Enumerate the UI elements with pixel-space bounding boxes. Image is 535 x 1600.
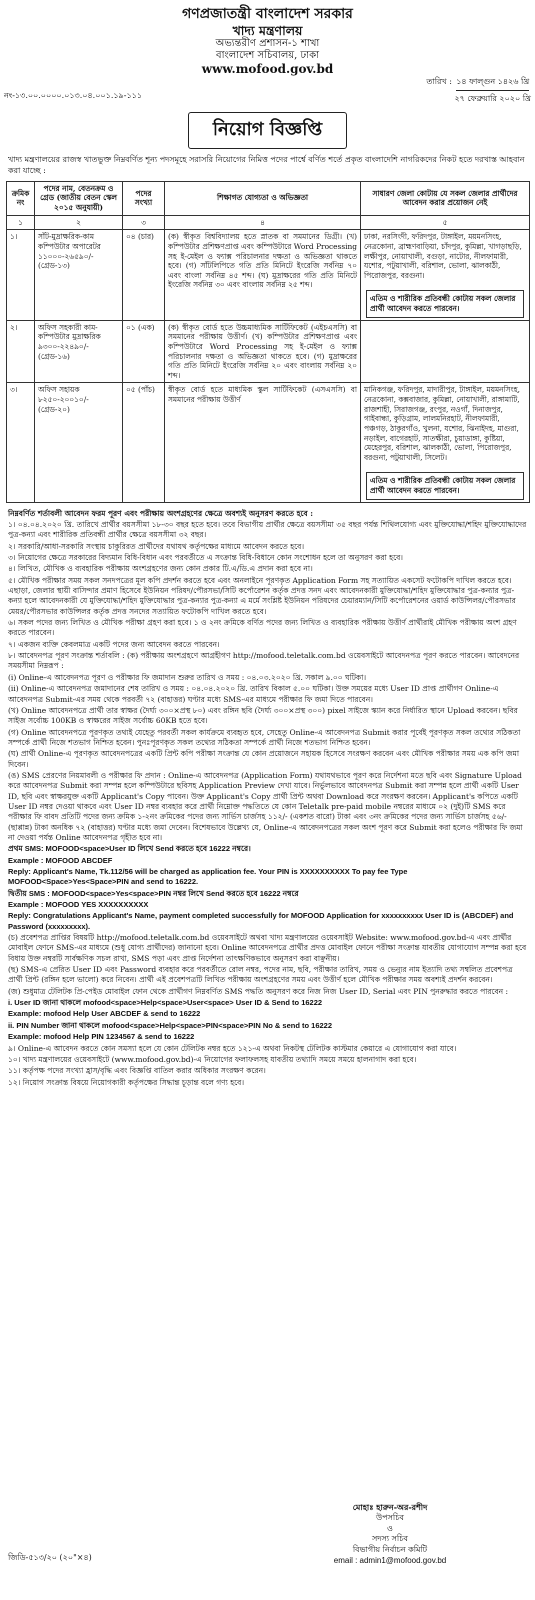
instruction-item: (গ) Online আবেদনপত্রে পূরণকৃত তথ্যই যেহেতু পরবর্তী সকল কার্যক্রমে ব্যবহৃত হবে, সেহেতু Online-এ আবেদনপত্র Submit করার পূর্বেই পূরণকৃত সকল তথ্যের সঠিকতা সম্পর্কে প্রার্থী নিজে শতভাগ নিশ্চিত হবেন। পুনঃপূরণকৃত সকল তথ্যের সঠিকতা সম্পর্কে প্রার্থী নিজে শতভাগ নিশ্চিত হবেন। bbox=[8, 727, 521, 747]
row-qualification: (ক) স্বীকৃত বোর্ড হতে উচ্চমাধ্যমিক সার্টিফিকেট (এইচএসসি) বা সমমানের পরীক্ষায় উত্তীর্ণ। (খ) কম্পিউটার প্রশিক্ষণপ্রাপ্ত এবং কম্পিউটারে Word Processing সহ ই-মেইল ও ফ্যাক্স পরিচালনার দক্ষতা ও অভিজ্ঞতা থাকতে হবে। (গ) মুদ্রাক্ষরের গতি প্রতি মিনিটে ইংরেজি সর্বনিম্ন ২০ এবং বাংলায় সর্বনিম্ন ২০ শব্দ। bbox=[165, 320, 361, 383]
row-districts bbox=[361, 320, 530, 383]
col-index: ৫ bbox=[361, 215, 530, 230]
row-sl: ১। bbox=[7, 230, 35, 320]
instructions bbox=[0, 503, 535, 1088]
website-link[interactable]: www.mofood.gov.bd bbox=[201, 61, 334, 76]
branch-name: অভ্যন্তরীণ প্রশাসন-১ শাখা bbox=[215, 37, 320, 49]
sms-help: ii. PIN Number জানা থাকলে mofood<space>Help<space>PIN<space>PIN No & send to 16222 bbox=[8, 1020, 333, 1030]
instruction-item: (জ) শুধুমাত্র টেলিটক প্রি-পেইড মোবাইল ফোন থেকে প্রার্থীগণ নিম্নবর্ণিত SMS পদ্ধতি অনুসরণ করে নিজ নিজ User ID, Serial এবং PIN পুনরুদ্ধার করতে পারবেন : bbox=[8, 986, 509, 996]
table-row bbox=[7, 383, 530, 502]
signatory-email[interactable]: email : admin1@mofood.gov.bd bbox=[333, 1555, 447, 1565]
signatory-role: সদস্য সচিব bbox=[372, 1534, 408, 1544]
table-row bbox=[7, 320, 530, 383]
table-index-row bbox=[7, 215, 530, 230]
instruction-item: ৭। একজন ব্যক্তি কেবলমাত্র একটি পদের জন্য আবেদন করতে পারবেন। bbox=[8, 639, 220, 649]
instruction-item: (চ) প্রবেশপত্র প্রাপ্তির বিষয়টি http://mofood.teletalk.com.bd ওয়েবসাইটে অথবা খাদ্য মন্ত্রণালয়ের ওয়েবসাইট Website: www.mofood.gov.bd-এ এবং প্রার্থীর মোবাইল ফোনে SMS-এর মাধ্যমে (শুধু যোগ্য প্রার্থীদের) জানানো হবে। Online আবেদনপত্রে প্রার্থীর প্রদত্ত মোবাইল ফোনে পরীক্ষা সংক্রান্ত যাবতীয় যোগাযোগ সম্পন্ন করা হবে বিধায় উক্ত নম্বরটি সার্বক্ষণিক সচল রাখা, SMS পড়া এবং প্রাপ্ত নির্দেশনা তাৎক্ষণিকভাবে অনুসরণ করা বাঞ্ছনীয়। bbox=[8, 933, 527, 963]
table-row bbox=[7, 230, 530, 320]
instruction-item: ১২। নিয়োগ সংক্রান্ত বিষয়ে নিয়োগকারী কর্তৃপক্ষের সিদ্ধান্ত চূড়ান্ত বলে গণ্য হবে। bbox=[8, 1077, 245, 1087]
instruction-item: ৮। আবেদনপত্র পূরণ সংক্রান্ত শর্তাবলি : (ক) পরীক্ষায় অংশগ্রহণে আগ্রহীগণ http://mofood.teletalk.com.bd ওয়েবসাইটে আবেদনপত্র পূরণ করতে পারবেন। আবেদনের সময়সীমা নিম্নরূপ : bbox=[8, 651, 520, 671]
instructions-heading: নিম্নবর্ণিত শর্তাবলী আবেদন ফরম পূরণ এবং পরীক্ষায় অংশগ্রহণের ক্ষেত্রে অবশ্যই অনুসরণ করতে হবে : bbox=[8, 508, 314, 518]
row-districts-cell bbox=[361, 230, 530, 320]
sms-reply: Reply: Congratulations Applicant's Name, payment completed successfully for MOFOOD Application for xxxxxxxxxx User ID is (ABCDEF) and Password (xxxxxxxxx). bbox=[8, 911, 514, 931]
posts-table bbox=[6, 181, 530, 503]
instruction-item: ৫। মৌখিক পরীক্ষার সময় সকল সনদপত্রের মূল কপি প্রদর্শন করতে হবে এবং অনলাইনে পূরণকৃত Application Form সহ সত্যায়িত একসেট ফটোকপি দাখিল করতে হবে। এছাড়া, জেলার স্থায়ী বাসিন্দার প্রমাণ হিসেবে ইউনিয়ন পরিষদ/পৌরসভা/সিটি কর্পোরেশন কর্তৃক প্রদত্ত সনদ এবং আবেদনকারী মুক্তিযোদ্ধা/শহিদ মুক্তিযোদ্ধার পুত্র-কন্যার পুত্র-কন্যা হলে আবেদনকারী যে মুক্তিযোদ্ধা/শহিদ মুক্তিযোদ্ধার পুত্র-কন্যার পুত্র-কন্যা এ মর্মে সংশ্লিষ্ট ইউনিয়ন পরিষদের চেয়ারম্যান/সিটি কর্পোরেশনের ওয়ার্ড কাউন্সিলর/পৌরসভার মেয়র/পৌরসভার কাউন্সিলর কর্তৃক প্রদত্ত সনদের সত্যায়িত ফটোকপি দাখিল করতে হবে। bbox=[8, 575, 516, 616]
col-header-count: পদের সংখ্যা bbox=[123, 181, 165, 215]
row-count: ০৪ (চার) bbox=[123, 230, 165, 320]
col-index: ২ bbox=[35, 215, 123, 230]
row-districts: মানিকগঞ্জ, ফরিদপুর, মাদারীপুর, টাঙ্গাইল, ময়মনসিংহ, নেত্রকোনা, কক্সবাজার, কুমিল্লা, নোয়াখালী, রাঙ্গামাটি, রাজশাহী, সিরাজগঞ্জ, রংপুর, নওগাঁ, দিনাজপুর, গাইবান্ধা, কুড়িগ্রাম, লালমনিরহাট, নীলফামারী, পঞ্চগড়, ঠাকুরগাঁও, খুলনা, যশোর, ঝিনাইদহ, মাগুরা, নড়াইল, বাগেরহাট, সাতক্ষীরা, চুয়াডাঙ্গা, কুষ্টিয়া, মেহেরপুর, বরিশাল, ঝালকাঠী, ভোলা, পিরোজপুর, বরগুনা, পটুয়াখালী, সিলেট। bbox=[364, 385, 520, 462]
col-index: ১ bbox=[7, 215, 35, 230]
col-header-qualification: শিক্ষাগত যোগ্যতা ও অভিজ্ঞতা bbox=[165, 181, 361, 215]
row-districts-cell bbox=[361, 383, 530, 502]
sms-instruction: দ্বিতীয় SMS : MOFOOD<space>Yes<space>PIN নম্বর লিখে Send করতে হবে 16222 নম্বরে bbox=[8, 888, 299, 898]
instruction-item: (খ) Online আবেদনপত্রে প্রার্থী তার স্বাক্ষর (দৈর্ঘ্য ৩০০×প্রস্থ ৮০) এবং রঙ্গিন ছবি (দৈর্ঘ্য ৩০০×প্রস্থ ৩০০) pixel সাইজে স্ক্যান করে নির্ধারিত স্থানে Upload করবেন। ছবির সাইজ সর্বোচ্চ 100KB ও স্বাক্ষরের সাইজ সর্বোচ্চ 60KB হতে হবে। bbox=[8, 705, 518, 726]
row-qualification: (ক) স্বীকৃত বিশ্ববিদ্যালয় হতে স্নাতক বা সমমানের ডিগ্রী। (খ) কম্পিউটার প্রশিক্ষণপ্রাপ্ত এবং কম্পিউটারে Word Processing সহ ই-মেইল ও ফ্যাক্স পরিচালনার দক্ষতা ও অভিজ্ঞতা থাকতে হবে। (গ) সাঁটলিপিতে গতি প্রতি মিনিটে ইংরেজি সর্বনিম্ন ৭০ এবং বাংলা সর্বনিম্ন ৪৫ শব্দ। (ঘ) মুদ্রাক্ষরের গতি প্রতি মিনিটে ইংরেজি সর্বনিম্ন ৩০ এবং বাংলায় সর্বনিম্ন ২৫ শব্দ। bbox=[165, 230, 361, 320]
ministry-title: খাদ্য মন্ত্রণালয় bbox=[232, 22, 303, 38]
signatory-committee: বিভাগীয় নির্বাচন কমিটি bbox=[352, 1545, 428, 1555]
date-block bbox=[426, 76, 531, 106]
instruction-item: ১০। খাদ্য মন্ত্রণালয়ের ওয়েবসাইটে (www.mofood.gov.bd)-এ নিয়োগের ফলাফলসহ যাবতীয় তথ্যাদি সময়ে সময়ে হালনাগাদ করা হবে। bbox=[8, 1054, 417, 1064]
row-post: অফিস সহকারী কাম-কম্পিউটার মুদ্রাক্ষরিক ৯৩০০-২২৪৯০/- (গ্রেড-১৬) bbox=[35, 320, 123, 383]
sms-example: Example : MOFOOD ABCDEF bbox=[8, 855, 113, 865]
sms-reply: Reply: Applicant's Name, Tk.112/56 will be charged as application fee. Your PIN is XXXXXXXXXX To pay fee Type MOFOOD<Space>Yes<Space>PIN and send to 16222. bbox=[8, 867, 408, 887]
col-header-districts: সাধারণ জেলা কোটায় যে সকল জেলার প্রার্থীদের আবেদন করার প্রয়োজন নেই bbox=[361, 181, 530, 215]
signatory-designation: উপসচিব bbox=[375, 1512, 404, 1522]
col-header-post: পদের নাম, বেতনক্রম ও গ্রেড (জাতীয় বেতন স্কেল ২০১৫ অনুযায়ী) bbox=[35, 181, 123, 215]
memo-number: নং-১৩.০০.০০০০.০১৩.০৪.০০১.১৯-১১১ bbox=[4, 91, 143, 101]
col-index: ৪ bbox=[165, 215, 361, 230]
row-post: সাঁট-মুদ্রাক্ষরিক-কাম কম্পিউটার অপারেটর ১১০০০-২৬৫৯০/- (গ্রেড-১৩) bbox=[35, 230, 123, 320]
instruction-item: (ii) Online-এ আবেদনপত্র জমাদানের শেষ তারিখ ও সময় : ০৪.০৪.২০২০ খ্রি. তারিখ বিকাল ৫.০০ ঘটিকা। উক্ত সময়ের মধ্যে User ID প্রাপ্ত প্রার্থীগণ Online-এ আবেদনপত্র Submit-এর সময় থেকে পরবর্তী ৭২ (বাহাত্তর) ঘণ্টার মধ্যে SMS-এর মাধ্যমে পরীক্ষার ফি জমা দিতে পারবেন। bbox=[8, 684, 499, 704]
instruction-item: ৬। সকল পদের জন্য লিখিত ও মৌখিক পরীক্ষা গ্রহণ করা হবে। ১ ও ২নং ক্রমিকে বর্ণিত পদের জন্য লিখিত ও ব্যবহারিক পরীক্ষায় উত্তীর্ণ প্রার্থীরাই মৌখিক পরীক্ষায় অংশ গ্রহণ করতে পারবেন। bbox=[8, 618, 517, 638]
date-label: তারিখ : bbox=[426, 77, 452, 87]
gov-title: গণপ্রজাতন্ত্রী বাংলাদেশ সরকার bbox=[182, 6, 353, 22]
intro-text: খাদ্য মন্ত্রণালয়ের রাজস্ব খাতভুক্ত নিম্নবর্ণিত শূন্য পদসমূহে সরাসরি নিয়োগের নিমিত্ত পদের পার্শ্বে বর্ণিত শর্তে প্রকৃত বাংলাদেশি নাগরিকদের নিকট হতে দরখাস্ত আহবান করা যাচ্ছে : bbox=[8, 155, 525, 175]
signatory-name: মোহাঃ হারুন-অর-রশীদ bbox=[352, 1502, 428, 1512]
table-header-row bbox=[7, 181, 530, 215]
sms-instruction: প্রথম SMS: MOFOOD<space>User ID লিখে Send করতে হবে 16222 নম্বরে। bbox=[8, 844, 251, 854]
office-address: বাংলাদেশ সচিবালয়, ঢাকা bbox=[216, 49, 319, 61]
sms-example: Example: mofood Help User ABCDEF & send to 16222 bbox=[8, 1009, 201, 1019]
row-post: অফিস সহায়ক ৮২৫০-২০০১০/- (গ্রেড-২০) bbox=[35, 383, 123, 502]
instruction-item: (ঘ) প্রার্থী Online-এ পূরণকৃত আবেদনপত্রের একটি প্রিন্ট কপি পরীক্ষা সংক্রান্ত যে কোন প্রয়োজনে সহায়ক হিসেবে সংরক্ষণ করবেন এবং মৌখিক পরীক্ষার সময় এক কপি জমা দিবেন। bbox=[8, 749, 520, 769]
instruction-item: ৯। Online-এ আবেদন করতে কোন সমস্যা হলে যে কোন টেলিটক নম্বর হতে ১২১-এ অথবা নিকটস্থ টেলিটক কাস্টমার কেয়ারে এ যোগাযোগ করা যাবে। bbox=[8, 1043, 457, 1053]
instruction-item: ১১। কর্তৃপক্ষ পদের সংখ্যা হ্রাস/বৃদ্ধি এবং বিজ্ঞপ্তি বাতিল করার অধিকার সংরক্ষণ করেন। bbox=[8, 1066, 266, 1076]
instruction-item: ৩। নিয়োগের ক্ষেত্রে সরকারের বিদ্যমান বিধি-বিধান এবং পরবর্তীতে এ সংক্রান্ত বিধি-বিধানে কোন সংশোধন হলে তা অনুসরণ করা হবে। bbox=[8, 553, 403, 563]
row-qualification: স্বীকৃত বোর্ড হতে মাধ্যমিক স্কুল সার্টিফিকেট (এসএসসি) বা সমমানের পরীক্ষায় উত্তীর্ণ bbox=[165, 383, 361, 502]
gd-code: জিডি-৫১৩/২০ (২০"×৪) bbox=[8, 1553, 92, 1562]
row-sl: ২। bbox=[7, 320, 35, 383]
col-index: ৩ bbox=[123, 215, 165, 230]
row-districts: ঢাকা, নরসিংদী, ফরিদপুর, টাঙ্গাইল, ময়মনসিংহ, নেত্রকোনা, ব্রাহ্মণবাড়িয়া, চাঁদপুর, কুমিল্লা, খাগড়াছড়ি, লক্ষীপুর, নোয়াখালী, বগুড়া, নাটোর, নীলফামারী, যশোর, পটুয়াখালী, বরিশাল, ভোলা, ঝালকাঠী, পিরোজপুর, বরগুনা। bbox=[364, 232, 522, 280]
instruction-item: (i) Online-এ আবেদনপত্র পূরণ ও পরীক্ষার ফি জমাদান শুরুর তারিখ ও সময় : ০৪.০৩.২০২০ খ্রি. সকাল ৯.০০ ঘটিকা। bbox=[8, 672, 367, 682]
quota-note: এতিম ও শারীরিক প্রতিবন্ধী কোটায় সকল জেলার প্রার্থী আবেদন করতে পারবেন। bbox=[366, 290, 524, 317]
date-bangla: ১৪ ফাল্গুন ১৪২৬ খ্রি bbox=[456, 76, 529, 91]
reference-row bbox=[0, 76, 535, 110]
row-count: ০৫ (পাঁচ) bbox=[123, 383, 165, 502]
instruction-item: (ছ) SMS-এ প্রেরিত User ID এবং Password ব্যবহার করে পরবর্তীতে রোল নম্বর, পদের নাম, ছবি, পরীক্ষার তারিখ, সময় ও ভেন্যুর নাম ইত্যাদি তথ্য সম্বলিত প্রবেশপত্র প্রার্থী প্রিন্ট (রঙ্গিন হলে ভালো) করে নিবেন। প্রার্থী এই প্রবেশপত্রটি লিখিত পরীক্ষায় অংশগ্রহণের সময় এবং উত্তীর্ণ হলে মৌখিক পরীক্ষার সময় অবশ্যই প্রদর্শন করবেন। bbox=[8, 965, 513, 985]
sms-example: Example: mofood Help PIN 1234567 & send to 16222 bbox=[8, 1032, 195, 1042]
quota-note: এতিম ও শারীরিক প্রতিবন্ধী কোটায় সকল জেলার প্রার্থী আবেদন করতে পারবেন। bbox=[366, 472, 524, 499]
sms-help: i. User ID জানা থাকলে mofood<space>Help<space>User<space> User ID & Send to 16222 bbox=[8, 998, 323, 1008]
notice-title: নিয়োগ বিজ্ঞপ্তি bbox=[188, 112, 347, 149]
instruction-item: ১। ০৪.০৪.২০২০ খ্রি. তারিখে প্রার্থীর বয়সসীমা ১৮-৩০ বছর হতে হবে। তবে বিভাগীয় প্রার্থীর ক্ষেত্রে বয়সসীমা ৩৫ বছর পর্যন্ত শিথিলযোগ্য এবং মুক্তিযোদ্ধা/শহিদ মুক্তিযোদ্ধাদের পুত্র-কন্যা এবং শারীরিক প্রতিবন্ধী প্রার্থীর ক্ষেত্রে বয়সসীমা ৩২ বছর। bbox=[8, 520, 527, 540]
instruction-item: (ঙ) SMS প্রেরণের নিয়মাবলী ও পরীক্ষার ফি প্রদান : Online-এ আবেদনপত্র (Application Form) যথাযথভাবে পূরণ করে নির্দেশনা মতে ছবি এবং Signature Upload করে আবেদনপত্র Submit করা সম্পন্ন হলে কম্পিউটারে ছবিসহ Application Preview দেখা যাবে। নির্ভুলভাবে আবেদনপত্র Submit করা সম্পন্ন হলে প্রার্থী একটি User ID, ছবি এবং স্বাক্ষরযুক্ত একটি Applicant's Copy পাবেন। উক্ত Applicant's Copy প্রার্থী প্রিন্ট অথবা Download করে সংরক্ষণ করবেন। Applicant's কপিতে একটি User ID নম্বর দেওয়া থাকবে এবং User ID নম্বর ব্যবহার করে প্রার্থী নিম্নোক্ত পদ্ধতিতে যে কোন Teletalk pre-paid mobile নম্বরের মাধ্যমে ০২ (দুই)টি SMS করে পরীক্ষার ফি বাবদ প্রতিটি পদের জন্য ক্রমিক ১-২নং ক্রমিকের পদের জন্য সার্ভিস চার্জসহ ১১২/- (একশত বারো) টাকা এবং ৩নং ক্রমিকের পদের জন্য সার্ভিস চার্জসহ ৫৬/- (ছাপ্পান্ন) টাকা অনধিক ৭২ (বাহাত্তর) ঘণ্টার মধ্যে জমা দেবেন। বিশেষভাবে উল্লেখ্য যে, Online-এ আবেদনপত্রের সকল অংশ পূরণ করে Submit করা হলেও পরীক্ষার ফি জমা না দেওয়া পর্যন্ত Online আবেদনপত্র গৃহীত হবে না। bbox=[8, 770, 523, 842]
date-english: ২৭ ফেব্রুয়ারি ২০২০ খ্রি bbox=[454, 94, 531, 104]
row-count: ০১ (এক) bbox=[123, 320, 165, 383]
header bbox=[0, 6, 535, 76]
instruction-item: ২। সরকারি/আধা-সরকারি সংস্থায় চাকুরিরত প্রার্থীদের যথাযথ কর্তৃপক্ষের মাধ্যমে আবেদন করতে হবে। bbox=[8, 541, 305, 551]
signatory-conj: ও bbox=[387, 1523, 393, 1533]
col-header-sl: ক্রমিক নং bbox=[7, 181, 35, 215]
instruction-item: ৪। লিখিত, মৌখিক ও ব্যবহারিক পরীক্ষায় অংশগ্রহণের জন্য কোন প্রকার টি.এ/ডি.এ প্রদান করা হবে না। bbox=[8, 564, 313, 574]
row-sl: ৩। bbox=[7, 383, 35, 502]
sms-example: Example : MOFOOD YES XXXXXXXXXX bbox=[8, 900, 149, 910]
